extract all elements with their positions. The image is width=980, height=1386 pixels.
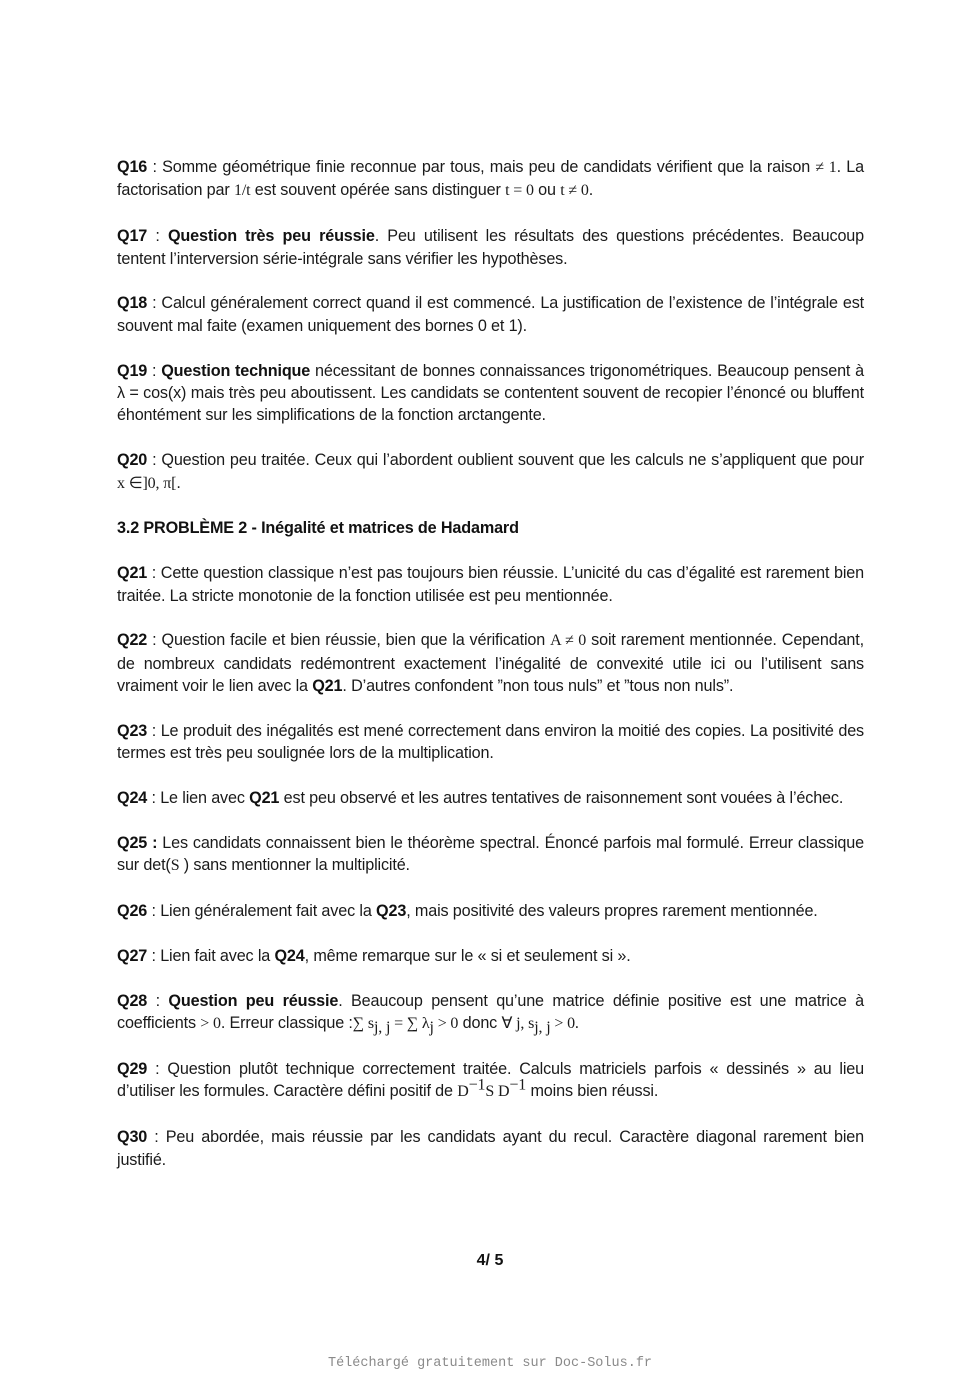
- download-footer: Téléchargé gratuitement sur Doc-Solus.fr: [327, 1356, 653, 1371]
- section-problem-1-comments: [117, 156, 864, 495]
- comment-text: .: [588, 181, 594, 200]
- question-label: Q24: [117, 789, 148, 808]
- comment-q18: [117, 292, 864, 337]
- math-expression: S: [170, 857, 180, 875]
- question-label: Q21: [249, 789, 280, 808]
- math-expression: A ≠ 0: [550, 632, 587, 650]
- math-expression: D: [457, 1083, 469, 1101]
- math-expression: > 0: [433, 1015, 459, 1033]
- comment-text: :: [147, 991, 169, 1010]
- math-expression: = ∑ λ: [390, 1015, 430, 1033]
- question-label: Q30: [117, 1128, 148, 1147]
- comment-text: . La factorisation par: [117, 158, 864, 200]
- comment-text: nécessitant de bonnes connaissances trigonométriques. Beaucoup pensent à λ = cos(x) mais très peu aboutissent. Les candidats se contentent souvent de recopier l’énoncé ou bluffent éhontément sur les simplifications de la fonction arctangente.: [117, 361, 864, 425]
- comment-q21: [117, 562, 864, 607]
- comment-text: : Le lien avec: [147, 789, 250, 808]
- comment-text: Les candidats connaissent bien le théorème spectral. Énoncé parfois mal formulé. Erreur classique sur det(: [117, 834, 864, 875]
- question-label: Q21: [117, 564, 148, 583]
- question-label: Q23: [376, 902, 407, 921]
- comment-text: .: [176, 473, 181, 492]
- comment-text: . Beaucoup pensent qu’une matrice définie positive est une matrice à coefficients: [117, 991, 864, 1033]
- question-label: Q21: [312, 677, 343, 696]
- comment-text: , même remarque sur le « si et seulement si ».: [304, 947, 631, 966]
- comment-text: moins bien réussi.: [526, 1082, 659, 1101]
- comment-text: :: [147, 227, 168, 246]
- comment-q25: [117, 832, 864, 878]
- comment-text: : Lien fait avec la: [147, 947, 275, 966]
- comment-q22: [117, 629, 864, 697]
- comment-text: . Erreur classique :: [220, 1014, 353, 1033]
- question-label: Q20: [117, 451, 148, 470]
- question-label: Q24: [274, 947, 305, 966]
- comment-text: ou: [533, 181, 561, 200]
- question-label: Q29: [117, 1060, 148, 1079]
- math-expression: ≠ 1: [815, 159, 837, 176]
- document-body: [117, 156, 864, 1193]
- question-label: Q17: [117, 227, 148, 246]
- question-label: Question peu réussie: [168, 991, 339, 1010]
- math-superscript: −1: [468, 1077, 486, 1095]
- math-expression: S D: [485, 1083, 510, 1101]
- comment-text: : Lien généralement fait avec la: [147, 902, 377, 921]
- comment-text: :: [147, 361, 162, 380]
- math-expression: x ∈]0, π[: [117, 474, 177, 492]
- comment-q17: [117, 225, 864, 270]
- comment-q23: [117, 720, 864, 765]
- section-heading: 3.2 PROBLÈME 2 - Inégalité et matrices de Hadamard: [117, 519, 519, 538]
- comment-q28: [117, 990, 864, 1036]
- math-expression: ∀ j, s: [501, 1015, 535, 1033]
- math-expression: ∑ s: [352, 1015, 374, 1033]
- comment-text: . Peu utilisent les résultats des questions précédentes. Beaucoup tentent l’interversion série-intégrale sans vérifier les hypothèses.: [117, 227, 865, 268]
- comment-text: , mais positivité des valeurs propres rarement mentionnée.: [406, 902, 818, 921]
- comment-q27: [117, 945, 864, 967]
- question-label: Q16: [117, 158, 148, 176]
- math-expression: > 0: [200, 1015, 221, 1033]
- question-label: Q26: [117, 902, 148, 921]
- comment-text: : Peu abordée, mais réussie par les candidats ayant du recul. Caractère diagonal rarement bien justifié.: [117, 1128, 864, 1169]
- comment-text: : Somme géométrique finie reconnue par tous, mais peu de candidats vérifient que la raison: [147, 158, 816, 176]
- question-label: Q25 :: [117, 834, 158, 853]
- question-label: Q27: [117, 947, 148, 966]
- page-number: 4/ 5: [476, 1252, 504, 1269]
- section-problem-2-comments: [117, 562, 864, 1171]
- question-label: Q18: [117, 294, 148, 313]
- comment-text: . D’autres confondent ”non tous nuls” et ”tous non nuls”.: [342, 677, 734, 696]
- question-label: Question très peu réussie: [167, 227, 375, 246]
- comment-text: est peu observé et les autres tentatives de raisonnement sont vouées à l’échec.: [279, 789, 844, 808]
- question-label: Q22: [117, 631, 148, 650]
- question-label: Q19: [117, 361, 148, 380]
- math-subscript: j, j: [534, 1019, 551, 1037]
- math-subscript: j: [429, 1019, 434, 1037]
- comment-q20: [117, 449, 864, 495]
- comment-text: : Cette question classique n’est pas toujours bien réussie. L’unicité du cas d’égalité est rarement bien traitée. La stricte monotonie de la fonction utilisée est peu mentionnée.: [117, 564, 864, 605]
- comment-text: ) sans mentionner la multiplicité.: [179, 856, 410, 875]
- math-subscript: j, j: [373, 1019, 391, 1037]
- comment-q16: [117, 156, 864, 203]
- comment-text: : Question facile et bien réussie, bien que la vérification: [147, 631, 551, 650]
- math-expression: > 0.: [550, 1015, 579, 1033]
- comment-text: donc: [458, 1014, 502, 1033]
- comment-text: : Le produit des inégalités est mené correctement dans environ la moitié des copies. La positivité des termes est très peu soulignée lors de la multiplication.: [117, 722, 864, 763]
- question-label: Q23: [117, 722, 148, 741]
- comment-q24: [117, 787, 864, 809]
- comment-text: soit rarement mentionnée. Cependant, de nombreux candidats redémontrent exactement l’inégalité de convexité utile ici ou l’utilisent sans vraiment voir le lien avec la: [117, 631, 864, 696]
- question-label: Q28: [117, 991, 148, 1010]
- comment-q30: [117, 1126, 864, 1171]
- comment-q19: [117, 360, 864, 427]
- comment-text: : Calcul généralement correct quand il est commencé. La justification de l’existence de l’intégrale est souvent mal faite (examen uniquement des bornes 0 et 1).: [117, 294, 864, 335]
- comment-text: : Question plutôt technique correctement traitée. Calculs matriciels parfois « dessinés » au lieu d’utiliser les formules. Caractère défini positif de: [117, 1060, 864, 1101]
- comment-q26: [117, 900, 864, 922]
- comment-q29: [117, 1058, 864, 1104]
- question-label: Question technique: [161, 361, 311, 380]
- math-expression: t ≠ 0: [560, 182, 589, 200]
- math-expression: t = 0: [505, 182, 534, 200]
- math-superscript: −1: [509, 1077, 527, 1095]
- comment-text: est souvent opérée sans distinguer: [250, 181, 506, 200]
- comment-text: : Question peu traitée. Ceux qui l’abordent oublient souvent que les calculs ne s’appliquent que pour: [147, 451, 864, 470]
- math-expression: 1/t: [233, 182, 251, 200]
